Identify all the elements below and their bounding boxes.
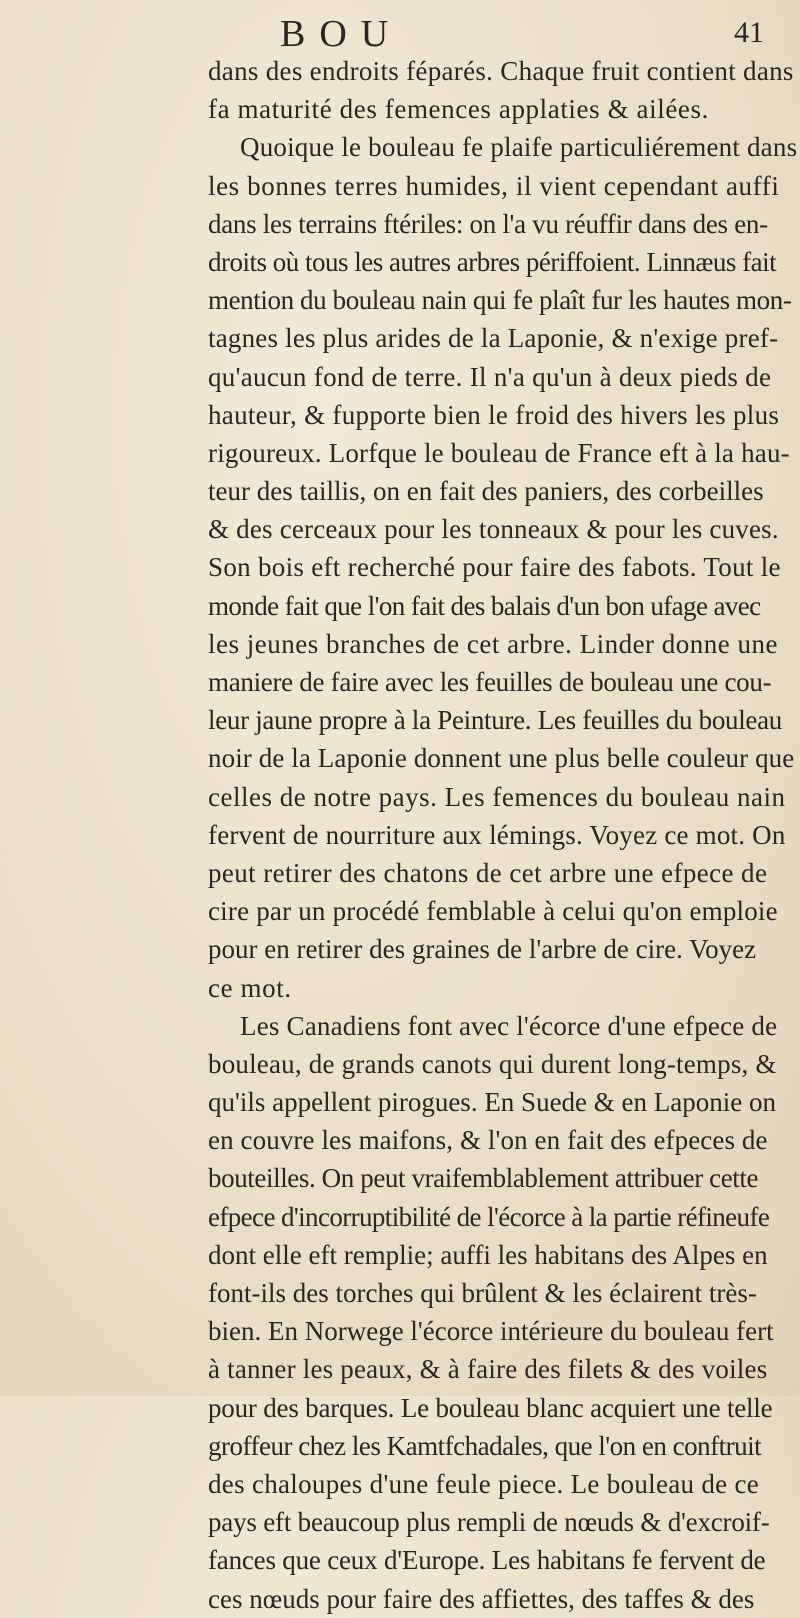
text-line: fances que ceux d'Europe. Les habitans fe fervent de bbox=[208, 1545, 766, 1576]
text-line: teur des taillis, on en fait des paniers, des corbeilles bbox=[208, 476, 764, 507]
text-line: bouleau, de grands canots qui durent long-temps, & bbox=[208, 1048, 777, 1079]
text-line: les jeunes branches de cet arbre. Linder donne une bbox=[208, 628, 779, 659]
text-line: bien. En Norwege l'écorce intérieure du bouleau fert bbox=[208, 1316, 774, 1347]
text-line: dans des endroits féparés. Chaque fruit contient dans bbox=[208, 56, 794, 86]
text-line: cire par un procédé femblable à celui qu'on emploie bbox=[208, 896, 778, 927]
text-line: pour des barques. Le bouleau blanc acquiert une telle bbox=[208, 1392, 773, 1423]
text-line: bouteilles. On peut vraifemblablement attribuer cette bbox=[208, 1163, 759, 1194]
text-line: hauteur, & fupporte bien le froid des hivers les plus bbox=[208, 399, 780, 430]
body-text bbox=[208, 52, 798, 1618]
text-line: rigoureux. Lorfque le bouleau de France eft à la hau- bbox=[208, 437, 790, 468]
text-line: ces nœuds pour faire des affiettes, des taffes & des bbox=[208, 1583, 755, 1614]
text-line: fa maturité des femences applaties & ailées. bbox=[208, 94, 709, 125]
text-line: groffeur chez les Kamtfchadales, que l'on en conftruit bbox=[208, 1430, 762, 1461]
text-line: en couvre les maifons, & l'on en fait des efpeces de bbox=[208, 1125, 768, 1156]
text-line: noir de la Laponie donnent une plus belle couleur que bbox=[208, 743, 795, 774]
text-line: efpece d'incorruptibilité de l'écorce à la partie réfineufe bbox=[208, 1201, 770, 1232]
text-line: Son bois eft recherché pour faire des fabots. Tout le bbox=[208, 552, 781, 583]
text-line: droits où tous les autres arbres périffoient. Linnæus fait bbox=[208, 246, 777, 277]
text-line: les bonnes terres humides, il vient cependant auffi bbox=[208, 170, 780, 201]
text-line: dans les terrains ftériles: on l'a vu réuffir dans des en- bbox=[208, 208, 768, 239]
text-line: celles de notre pays. Les femences du bouleau nain bbox=[208, 781, 786, 812]
text-line: pour en retirer des graines de l'arbre de cire. Voyez bbox=[208, 934, 757, 965]
text-line: tagnes les plus arides de la Laponie, & n'exige pref- bbox=[208, 323, 779, 354]
text-line: & des cerceaux pour les tonneaux & pour les cuves. bbox=[208, 514, 779, 545]
text-line: peut retirer des chatons de cet arbre une efpece de bbox=[208, 857, 768, 888]
text-line: mention du bouleau nain qui fe plaît fur les hautes mon- bbox=[208, 285, 792, 316]
text-line: monde fait que l'on fait des balais d'un bon ufage avec bbox=[208, 590, 761, 621]
text-line: dont elle eft remplie; auffi les habitans des Alpes en bbox=[208, 1239, 768, 1270]
text-line: maniere de faire avec les feuilles de bouleau une cou- bbox=[208, 667, 772, 697]
paragraph-start-line: Les Canadiens font avec l'écorce d'une efpece de bbox=[240, 1010, 778, 1041]
running-title: BOU bbox=[280, 13, 403, 55]
text-line: qu'ils appellent pirogues. En Suede & en Laponie on bbox=[208, 1087, 776, 1118]
text-line: pays eft beaucoup plus rempli de nœuds & d'excroif- bbox=[208, 1507, 770, 1538]
text-line: à tanner les peaux, & à faire des filets & des voiles bbox=[208, 1354, 768, 1385]
text-line: leur jaune propre à la Peinture. Les feuilles du bouleau bbox=[208, 705, 782, 736]
text-line: fervent de nourriture aux lémings. Voyez ce mot. On bbox=[208, 819, 786, 850]
text-line: font-ils des torches qui brûlent & les éclairent très- bbox=[208, 1278, 757, 1308]
text-line: qu'aucun fond de terre. Il n'a qu'un à deux pieds de bbox=[208, 361, 772, 392]
paragraph-start-line: Quoique le bouleau fe plaife particuliérement dans bbox=[240, 132, 798, 163]
text-line: ce mot. bbox=[208, 972, 292, 1003]
page-number: 41 bbox=[734, 16, 764, 49]
text-line: des chaloupes d'une feule piece. Le bouleau de ce bbox=[208, 1468, 760, 1499]
